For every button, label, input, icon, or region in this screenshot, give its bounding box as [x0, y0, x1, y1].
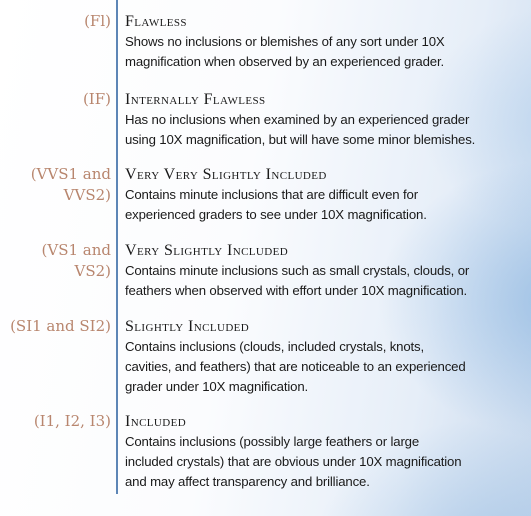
clarity-title: Very Slightly Included	[125, 242, 289, 259]
grade-code-line: (VS1 and	[41, 241, 111, 259]
grade-code-line: (SI1 and SI2)	[10, 317, 111, 335]
clarity-description	[125, 337, 515, 397]
description-line: Contains minute inclusions that are difficult even for	[125, 187, 418, 202]
grade-code-line: (I1, I2, I3)	[33, 412, 111, 430]
description-line: Contains inclusions (clouds, included crystals, knots,	[125, 339, 425, 354]
description-line: Has no inclusions when examined by an experienced grader	[125, 112, 470, 127]
clarity-content	[125, 411, 515, 492]
grade-code	[42, 240, 111, 282]
clarity-description	[125, 261, 515, 301]
description-line: feathers when observed with effort under 10X magnification.	[125, 283, 468, 298]
description-line: grader under 10X magnification.	[125, 379, 309, 394]
description-line: experienced graders to see under 10X magnification.	[125, 207, 427, 222]
description-line: included crystals) that are obvious under 10X magnification	[125, 454, 462, 469]
description-line: Shows no inclusions or blemishes of any sort under 10X	[125, 34, 445, 49]
grade-code-line: (Fl)	[84, 12, 111, 30]
clarity-description	[125, 432, 515, 492]
grade-code	[34, 411, 111, 432]
grade-code-line: VS2)	[74, 262, 111, 280]
clarity-description	[125, 32, 515, 72]
description-line: Contains minute inclusions such as small crystals, clouds, or	[125, 263, 470, 278]
grade-code	[83, 89, 111, 110]
grade-code-line: (VVS1 and	[30, 165, 111, 183]
description-line: cavities, and feathers) that are noticeable to an experienced	[125, 359, 466, 374]
grade-code-line: (IF)	[82, 90, 111, 108]
clarity-title: Internally Flawless	[125, 91, 266, 108]
clarity-title: Included	[125, 413, 187, 430]
grade-code	[84, 11, 111, 32]
grade-code-line: VVS2)	[63, 186, 111, 204]
clarity-content	[125, 11, 515, 72]
grade-code	[31, 164, 111, 206]
grade-code	[10, 316, 111, 337]
clarity-description	[125, 185, 515, 225]
clarity-title: Very Very Slightly Included	[125, 166, 327, 183]
clarity-title: Flawless	[125, 13, 187, 30]
clarity-content	[125, 89, 515, 150]
description-line: magnification when observed by an experienced grader.	[125, 54, 445, 69]
description-line: and may affect transparency and brilliance.	[125, 474, 370, 489]
clarity-content	[125, 316, 515, 397]
clarity-content	[125, 240, 515, 301]
description-line: Contains inclusions (possibly large feathers or large	[125, 434, 420, 449]
vertical-divider-line	[116, 0, 118, 494]
clarity-title: Slightly Included	[125, 318, 250, 335]
clarity-description	[125, 110, 515, 150]
clarity-content	[125, 164, 515, 225]
description-line: using 10X magnification, but will have some minor blemishes.	[125, 132, 476, 147]
